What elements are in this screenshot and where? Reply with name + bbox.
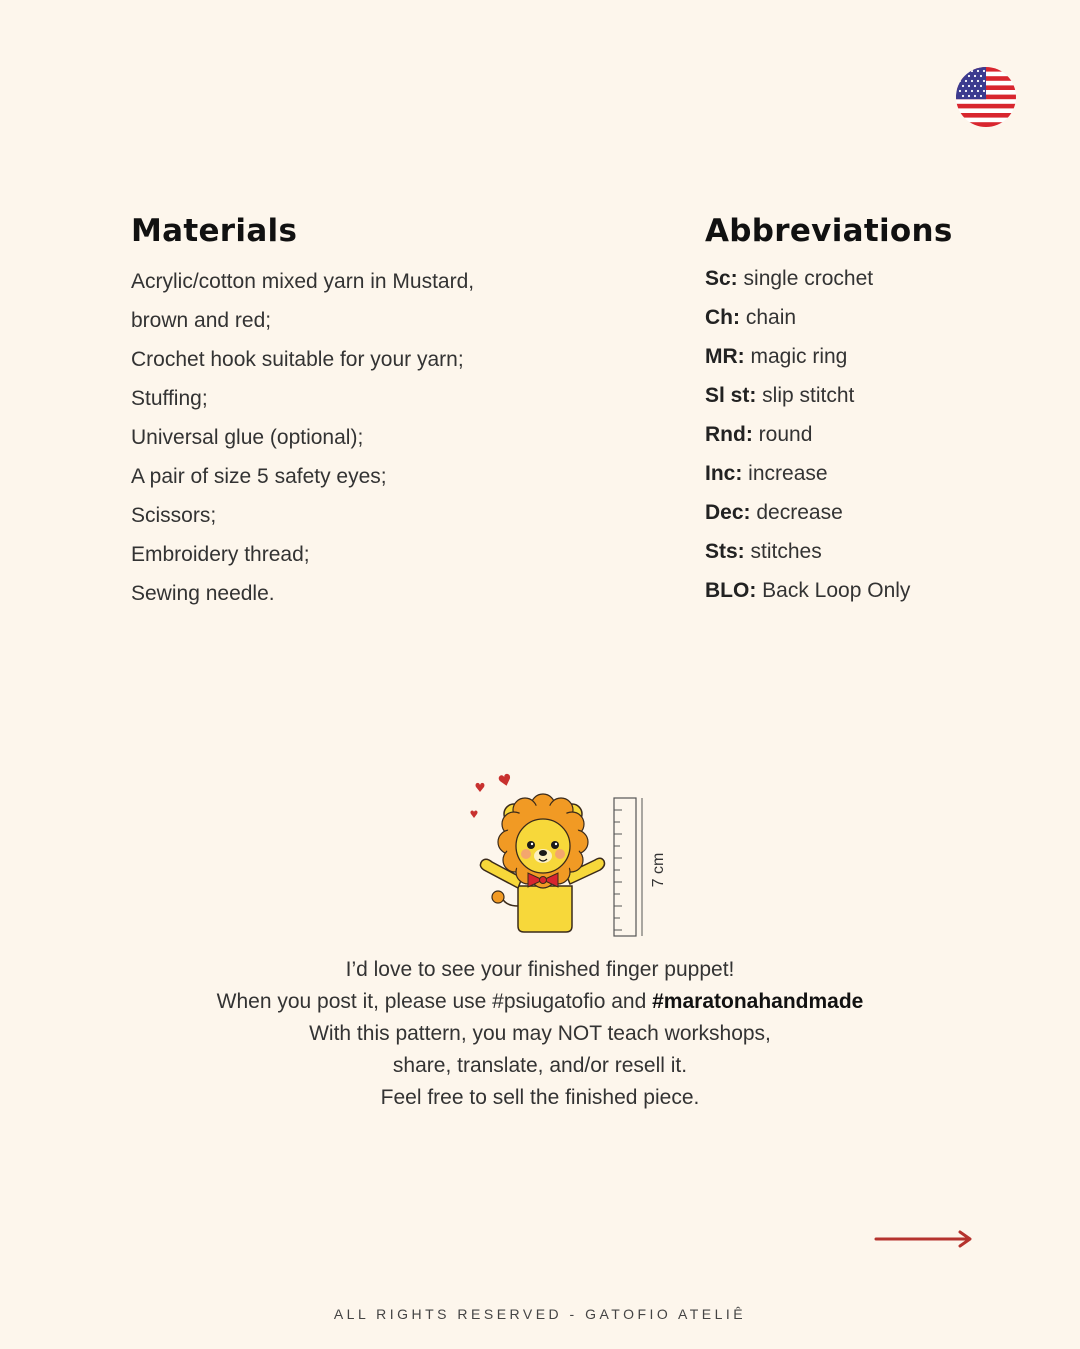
abbreviation-item [705,337,910,376]
abbreviation-key: Rnd: [705,423,753,446]
footer-copyright: ALL RIGHTS RESERVED - GATOFIO ATELIÊ [333,1306,747,1322]
materials-item: Stuffing; [131,387,208,410]
message-line-2-text: When you post it, please use #psiugatofio and [216,990,653,1013]
abbreviation-key: Sts: [705,540,745,563]
materials-list [131,262,474,613]
abbreviation-item [705,493,910,532]
abbreviation-meaning: Back Loop Only [756,579,911,602]
materials-item: Embroidery thread; [131,543,310,566]
materials-item: Scissors; [131,504,217,527]
materials-item: Sewing needle. [131,582,275,605]
abbreviation-meaning: stitches [744,540,822,563]
abbreviation-key: BLO: [705,579,757,602]
abbreviation-item [705,532,910,571]
abbreviation-item [705,376,910,415]
size-label: 7 cm [650,852,667,888]
lion-finger-puppet-icon [462,766,682,942]
abbreviation-key: Sl st: [705,384,757,407]
abbreviation-item [705,298,910,337]
abbreviation-meaning: increase [742,462,828,485]
materials-item: Acrylic/cotton mixed yarn in Mustard, [131,270,475,293]
hashtag-maratonahandmade: #maratonahandmade [652,990,864,1013]
next-arrow-icon[interactable] [874,1228,974,1250]
abbreviation-item [705,454,910,493]
abbreviation-meaning: slip stitcht [756,384,855,407]
message-line-3: With this pattern, you may NOT teach workshops, [309,1022,771,1045]
message-line-4: share, translate, and/or resell it. [392,1054,688,1077]
ruler-icon [614,798,642,936]
materials-heading: Materials [131,213,298,249]
abbreviation-item [705,415,910,454]
abbreviation-key: Sc: [705,267,738,290]
us-flag-icon[interactable] [956,67,1016,127]
abbreviation-meaning: chain [740,306,797,329]
message-line-1: I’d love to see your finished finger puppet! [345,958,735,981]
abbreviation-key: Dec: [705,501,751,524]
abbreviation-meaning: magic ring [744,345,848,368]
abbreviation-item [705,259,910,298]
abbreviation-key: Inc: [705,462,743,485]
abbreviation-key: MR: [705,345,745,368]
abbreviation-meaning: decrease [750,501,843,524]
materials-item: A pair of size 5 safety eyes; [131,465,387,488]
closing-message [0,954,1080,1114]
materials-item: Crochet hook suitable for your yarn; [131,348,464,371]
abbreviations-heading: Abbreviations [705,213,953,249]
abbreviation-key: Ch: [705,306,740,329]
message-line-2 [0,986,1080,1018]
materials-item: Universal glue (optional); [131,426,364,449]
abbreviations-list [705,259,910,610]
abbreviation-meaning: round [752,423,813,446]
abbreviation-meaning: single crochet [737,267,874,290]
materials-item: brown and red; [131,309,272,332]
message-line-5: Feel free to sell the finished piece. [380,1086,700,1109]
abbreviation-item [705,571,910,610]
